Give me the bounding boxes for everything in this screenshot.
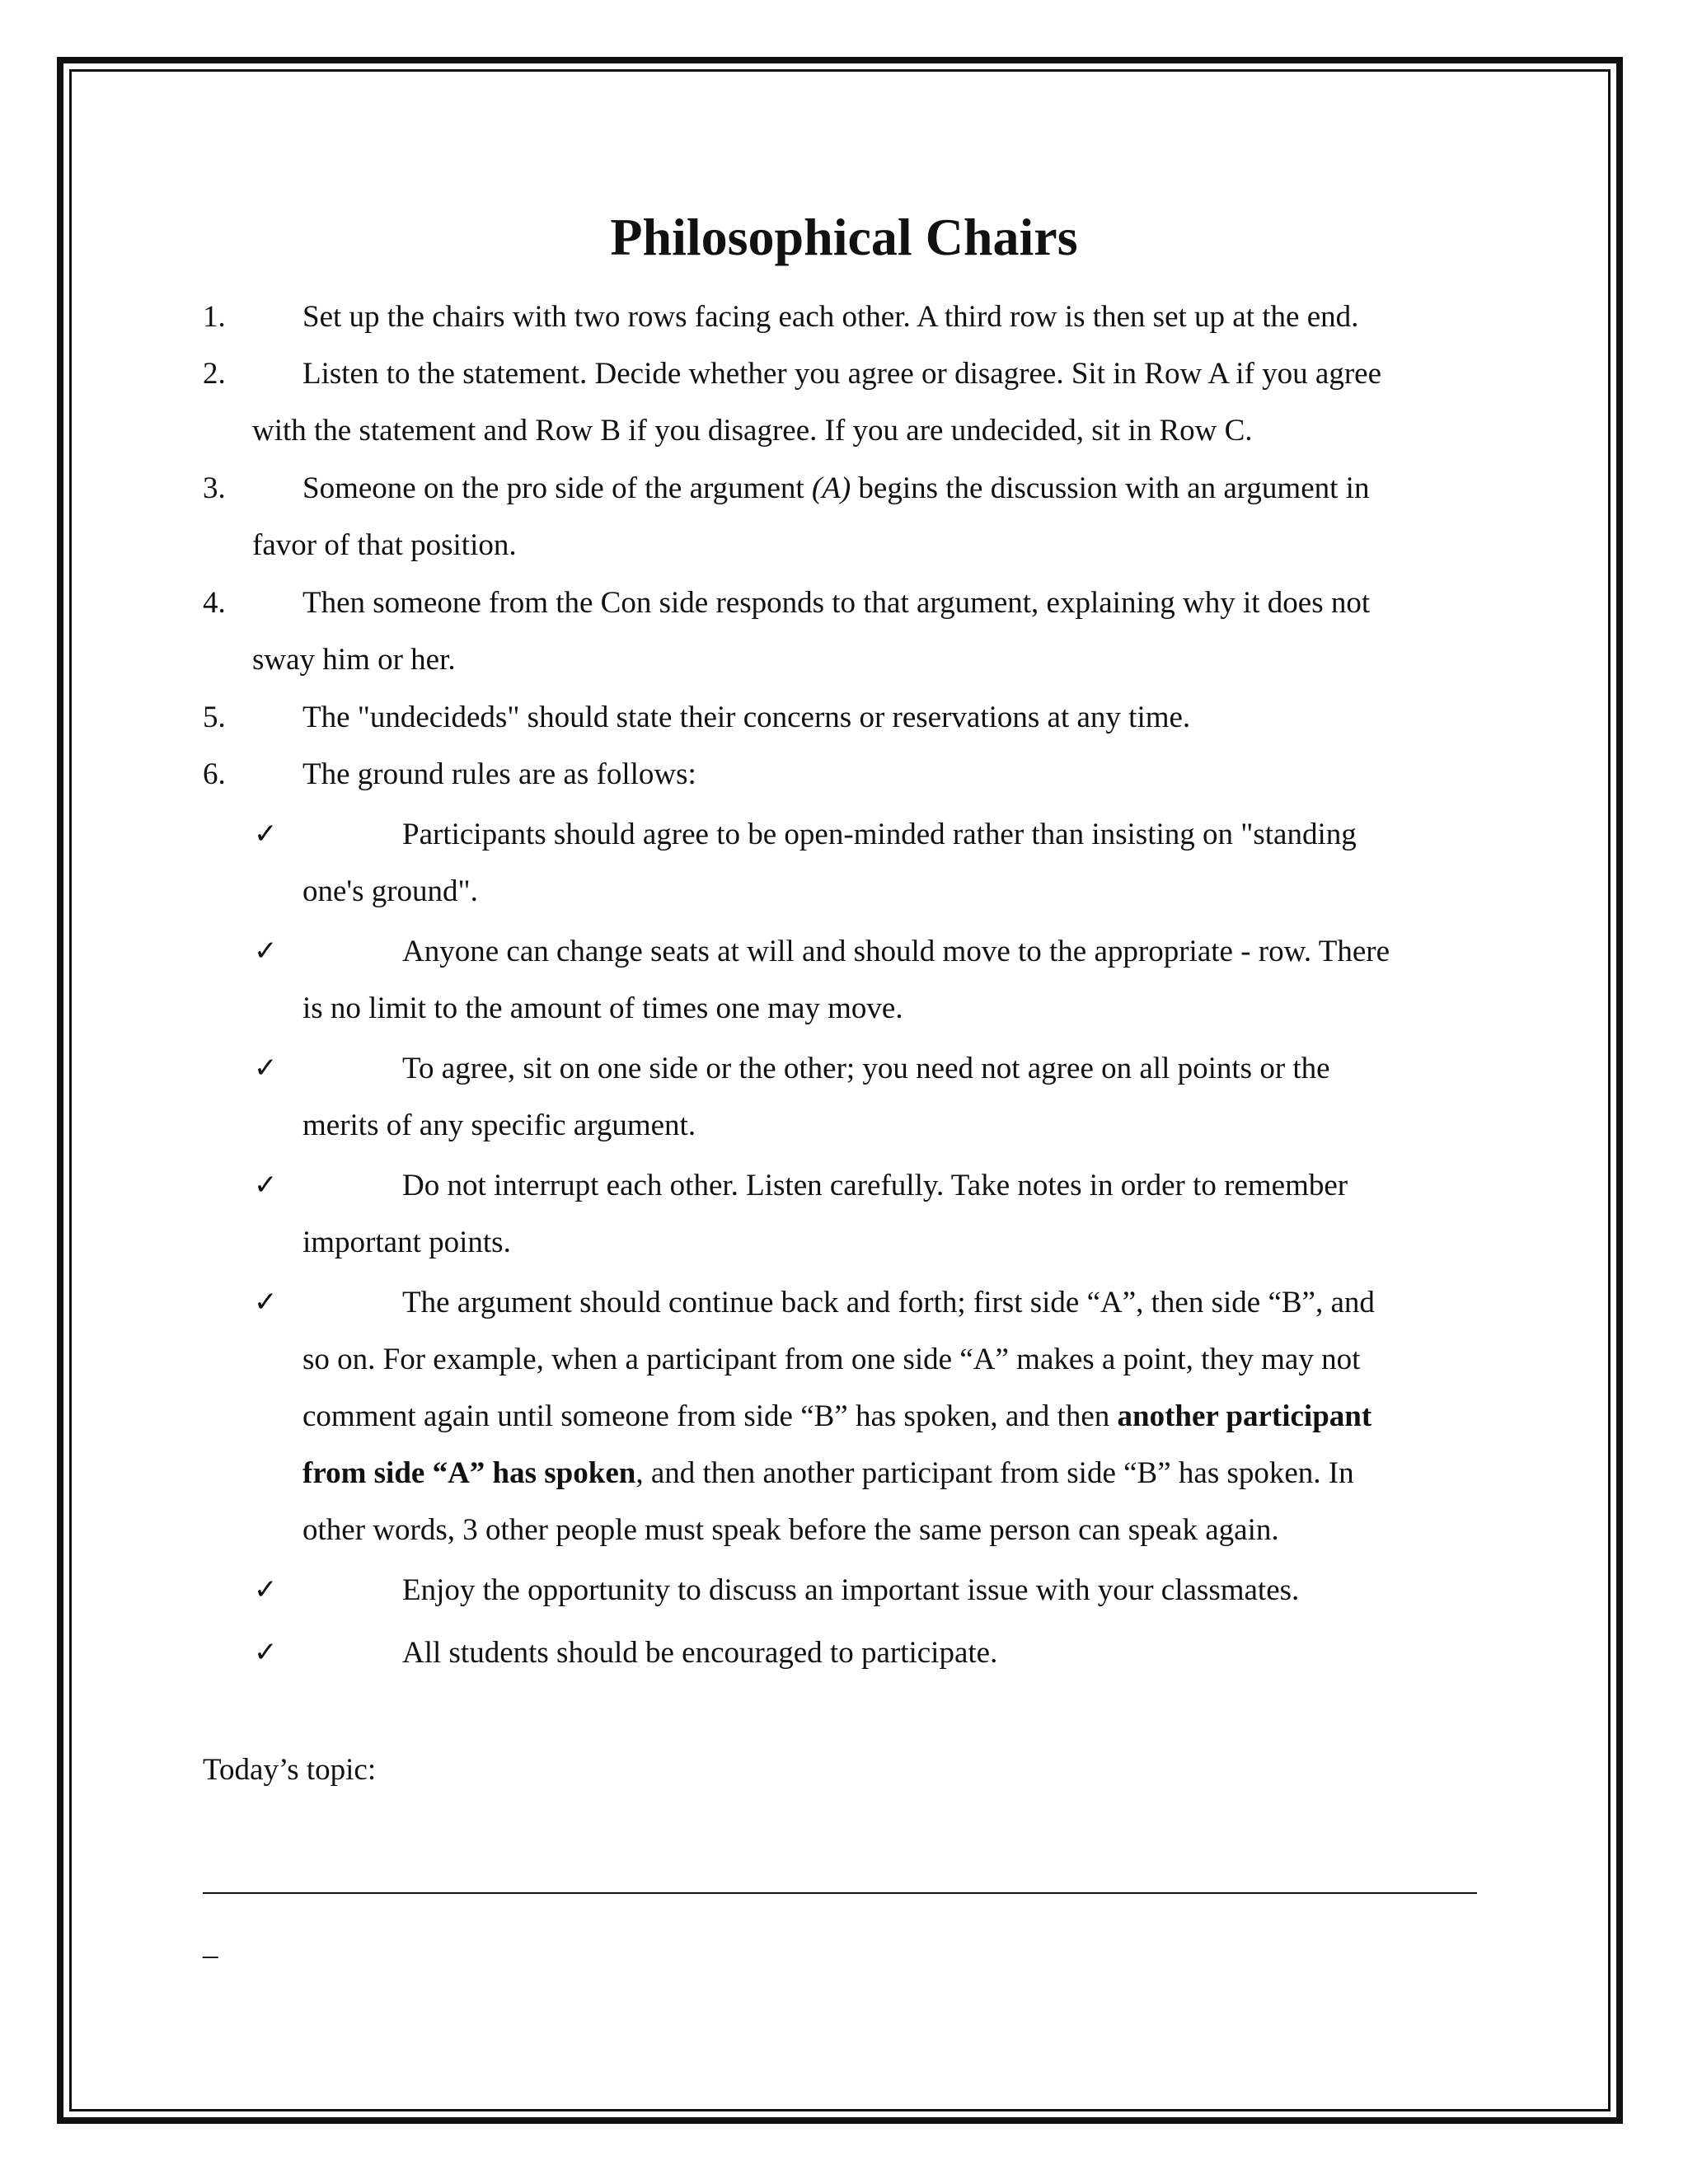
checkmark-icon: ✓ xyxy=(254,1052,278,1085)
rule-text: other words, 3 other people must speak before the same person can speak again. xyxy=(302,1513,1279,1547)
rule-text: so on. For example, when a participant from one side “A” makes a point, they may not xyxy=(302,1343,1361,1376)
rule-text: Participants should agree to be open-minded rather than insisting on "standing xyxy=(402,818,1357,851)
checkmark-icon: ✓ xyxy=(254,935,278,968)
rule-text: one's ground". xyxy=(302,874,478,908)
rule-text: All students should be encouraged to participate. xyxy=(402,1636,998,1670)
rule-text: important points. xyxy=(302,1226,511,1259)
rule-text: , and then another participant from side “B” has spoken. In xyxy=(635,1456,1354,1490)
step-text: Someone on the pro side of the argument xyxy=(302,471,804,505)
rule-text: comment again until someone from side “B” has spoken, and then xyxy=(302,1399,1110,1433)
rule-text: The argument should continue back and forth; first side “A”, then side “B”, and xyxy=(402,1286,1375,1319)
step-text: begins the discussion with an argument in xyxy=(858,471,1370,505)
step-text: Then someone from the Con side responds to that argument, explaining why it does not xyxy=(302,586,1371,620)
step-number: 3. xyxy=(203,471,226,505)
rule-text-line xyxy=(302,1445,1354,1502)
step-text: The "undecideds" should state their concerns or reservations at any time. xyxy=(302,701,1191,734)
step-text: sway him or her. xyxy=(252,643,456,677)
rule-text-bold: from side “A” has spoken xyxy=(302,1456,636,1490)
step-number: 1. xyxy=(203,300,226,334)
checkmark-icon: ✓ xyxy=(254,1636,278,1669)
checkmark-icon: ✓ xyxy=(254,1286,278,1319)
step-text: with the statement and Row B if you disagree. If you are undecided, sit in Row C. xyxy=(252,414,1253,448)
step-number: 2. xyxy=(203,357,226,391)
step-text: Set up the chairs with two rows facing each other. A third row is then set up at the end. xyxy=(302,300,1359,334)
rule-text-line xyxy=(302,1388,1372,1445)
rule-text: Do not interrupt each other. Listen carefully. Take notes in order to remember xyxy=(402,1169,1348,1202)
rule-text: is no limit to the amount of times one may move. xyxy=(302,991,903,1025)
page-title: Philosophical Chairs xyxy=(610,208,1078,266)
topic-trailing-mark: _ xyxy=(203,1928,218,1961)
step-number: 6. xyxy=(203,757,226,791)
rule-text-bold: another participant xyxy=(1117,1399,1372,1433)
checkmark-icon: ✓ xyxy=(254,1169,278,1202)
rule-text: Anyone can change seats at will and should move to the appropriate - row. There xyxy=(402,935,1390,968)
rule-text: Enjoy the opportunity to discuss an important issue with your classmates. xyxy=(402,1573,1300,1607)
step-text: favor of that position. xyxy=(252,528,517,562)
checkmark-icon: ✓ xyxy=(254,818,278,851)
side-a-label: (A) xyxy=(811,471,851,505)
step-number: 4. xyxy=(203,586,226,620)
topic-label: Today’s topic: xyxy=(203,1753,377,1787)
rule-text: To agree, sit on one side or the other; you need not agree on all points or the xyxy=(402,1052,1330,1085)
step-text: The ground rules are as follows: xyxy=(302,757,696,791)
topic-answer-line xyxy=(203,1892,1477,1894)
rule-text: merits of any specific argument. xyxy=(302,1108,696,1142)
step-number: 5. xyxy=(203,701,226,734)
step-text-line xyxy=(302,460,1369,517)
checkmark-icon: ✓ xyxy=(254,1573,278,1606)
step-text: Listen to the statement. Decide whether you agree or disagree. Sit in Row A if you agree xyxy=(302,357,1382,391)
